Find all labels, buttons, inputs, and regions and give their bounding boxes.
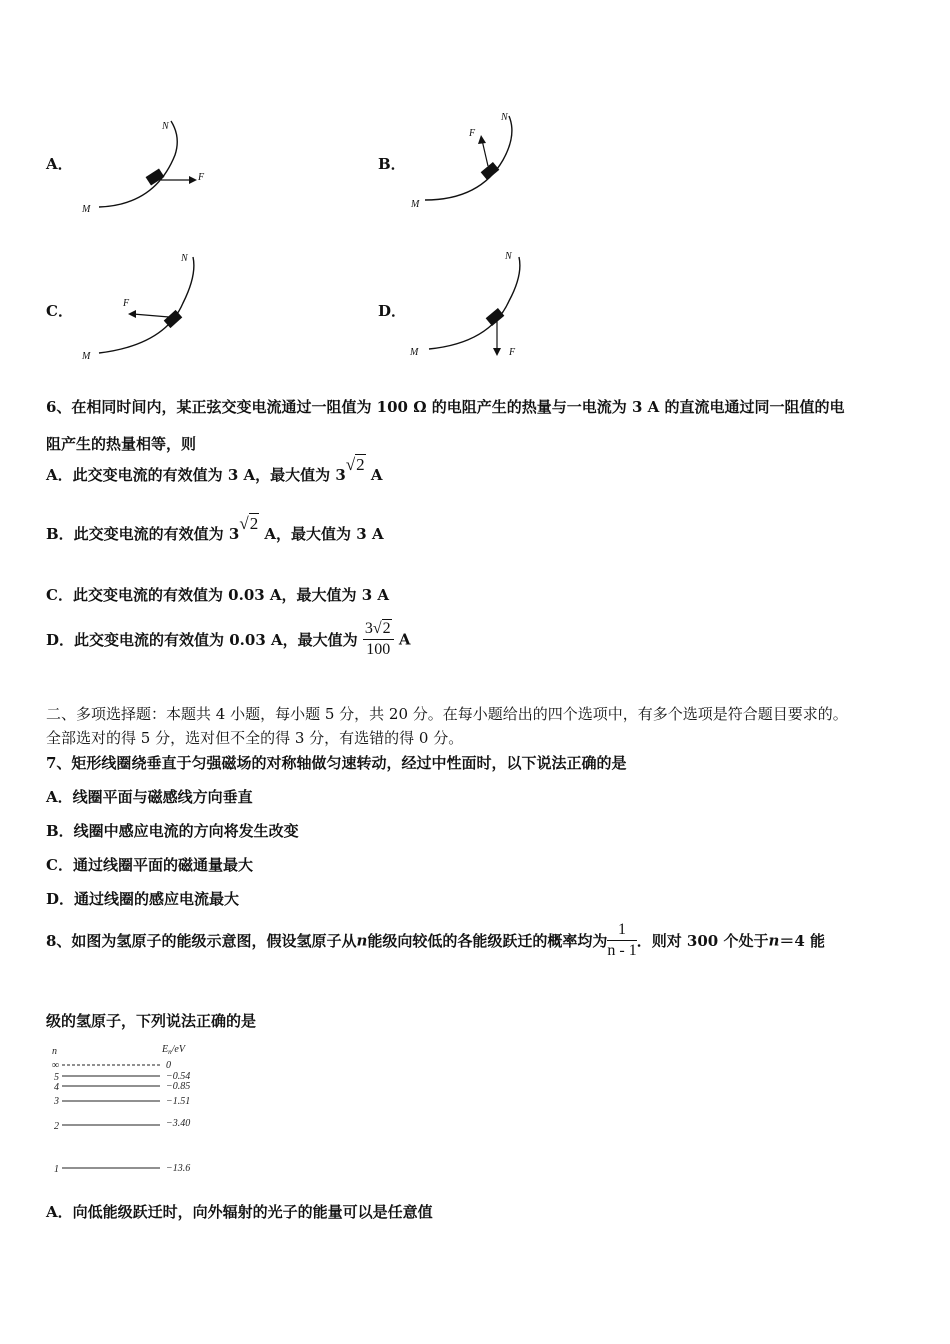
section2-line1: 二、多项选择题：本题共 4 小题，每小题 5 分，共 20 分。在每小题给出的四个选项中，有多个选项是符合题目要求的。 bbox=[46, 705, 848, 723]
q6-stem-line1: 6、在相同时间内，某正弦交变电流通过一阻值为 100 Ω 的电阻产生的热量与一电流为 3 A 的直流电通过同一阻值的电 bbox=[46, 398, 845, 416]
q6-option-b-unit: A，最大值为 3 A bbox=[264, 525, 384, 543]
arc-mn bbox=[99, 257, 194, 353]
force-label: F bbox=[509, 347, 516, 358]
level-e: −0.54 bbox=[166, 1071, 191, 1082]
q6-option-b-text: B．此交变电流的有效值为 3 bbox=[46, 525, 240, 543]
sqrt-symbol: √2 bbox=[239, 514, 259, 533]
option-d-letter[interactable]: D． bbox=[378, 302, 407, 320]
energy-level-diagram bbox=[46, 1040, 216, 1180]
sqrt-symbol: √2 bbox=[345, 455, 365, 474]
level-e: −0.85 bbox=[166, 1081, 191, 1092]
option-a-figure bbox=[75, 115, 225, 225]
e-header: $E_n/eV$ bbox=[162, 1044, 185, 1056]
level-e: −13.6 bbox=[166, 1163, 191, 1174]
q6-option-a-unit: A bbox=[370, 466, 383, 484]
label-m: M bbox=[82, 204, 91, 215]
q7-option-a[interactable]: A．线圈平面与磁感线方向垂直 bbox=[46, 788, 253, 806]
label-n: N bbox=[181, 253, 188, 264]
force-arrowhead bbox=[493, 348, 501, 356]
arc-mn bbox=[99, 121, 177, 207]
label-n: N bbox=[162, 121, 169, 132]
q7-option-b[interactable]: B．线圈中感应电流的方向将发生改变 bbox=[46, 822, 299, 840]
q6-option-c[interactable]: C．此交变电流的有效值为 0.03 A，最大值为 3 A bbox=[46, 586, 390, 604]
level-e: −3.40 bbox=[166, 1118, 191, 1129]
level-n: 5 bbox=[54, 1072, 59, 1083]
block bbox=[481, 162, 500, 180]
q6-option-b[interactable] bbox=[46, 514, 384, 544]
level-e: 0 bbox=[166, 1060, 171, 1071]
option-b-letter[interactable]: B． bbox=[378, 155, 406, 173]
force-label: F bbox=[123, 298, 130, 309]
q6-option-d-text: D．此交变电流的有效值为 0.03 A，最大值为 bbox=[46, 631, 358, 649]
label-m: M bbox=[411, 199, 420, 210]
q6-option-a-text: A．此交变电流的有效值为 3 A，最大值为 3 bbox=[46, 466, 346, 484]
q7-option-c[interactable]: C．通过线圈平面的磁通量最大 bbox=[46, 856, 253, 874]
fraction: $\frac{3√2}{100}$ bbox=[363, 619, 394, 660]
q6-option-d[interactable] bbox=[46, 619, 411, 660]
level-n: 4 bbox=[54, 1082, 59, 1093]
label-m: M bbox=[82, 351, 91, 362]
probability-fraction: $\frac{1}{n - 1}$ bbox=[607, 921, 637, 959]
q7-stem: 7、矩形线圈绕垂直于匀强磁场的对称轴做匀速转动，经过中性面时，以下说法正确的是 bbox=[46, 754, 627, 772]
level-n: 3 bbox=[54, 1096, 59, 1107]
force-arrowhead bbox=[189, 176, 197, 184]
level-e: −1.51 bbox=[166, 1096, 191, 1107]
label-n: N bbox=[505, 251, 512, 262]
force-arrowhead bbox=[128, 310, 136, 318]
block bbox=[146, 168, 165, 185]
n-header: n bbox=[52, 1046, 57, 1057]
section2-line2: 全部选对的得 5 分，选对但不全的得 3 分，有选错的得 0 分。 bbox=[46, 729, 464, 747]
option-c-figure bbox=[75, 245, 225, 370]
option-c-letter[interactable]: C． bbox=[46, 302, 73, 320]
q6-stem-line2: 阻产生的热量相等，则 bbox=[46, 435, 197, 453]
block bbox=[486, 308, 505, 326]
label-m: M bbox=[410, 347, 419, 358]
force-arrow bbox=[482, 140, 488, 166]
arc-mn bbox=[429, 257, 520, 349]
block bbox=[164, 310, 183, 328]
force-label: F bbox=[198, 172, 205, 183]
q7-option-d[interactable]: D．通过线圈的感应电流最大 bbox=[46, 890, 240, 908]
level-n: 2 bbox=[54, 1121, 59, 1132]
level-n: ∞ bbox=[52, 1060, 60, 1071]
q8-option-a[interactable]: A．向低能级跃迁时，向外辐射的光子的能量可以是任意值 bbox=[46, 1203, 433, 1221]
q8-stem-line1: 8、如图为氢原子的能级示意图，假设氢原子从n能级向较低的各能级跃迁的概率均为 $\frac{1}{n - 1}$ ．则对 300 个处于n＝4 能 bbox=[46, 921, 826, 959]
option-d-figure bbox=[405, 245, 555, 370]
q6-option-a[interactable] bbox=[46, 455, 383, 485]
label-n: N bbox=[501, 112, 508, 123]
q8-stem-line2: 级的氢原子，下列说法正确的是 bbox=[46, 1012, 257, 1030]
force-label: F bbox=[469, 128, 476, 139]
option-a-letter[interactable]: A． bbox=[46, 155, 73, 173]
force-arrow bbox=[133, 314, 169, 317]
level-n: 1 bbox=[54, 1164, 59, 1175]
q6-option-d-unit: A bbox=[398, 630, 411, 649]
option-b-figure bbox=[405, 110, 555, 220]
force-arrowhead bbox=[478, 135, 486, 144]
